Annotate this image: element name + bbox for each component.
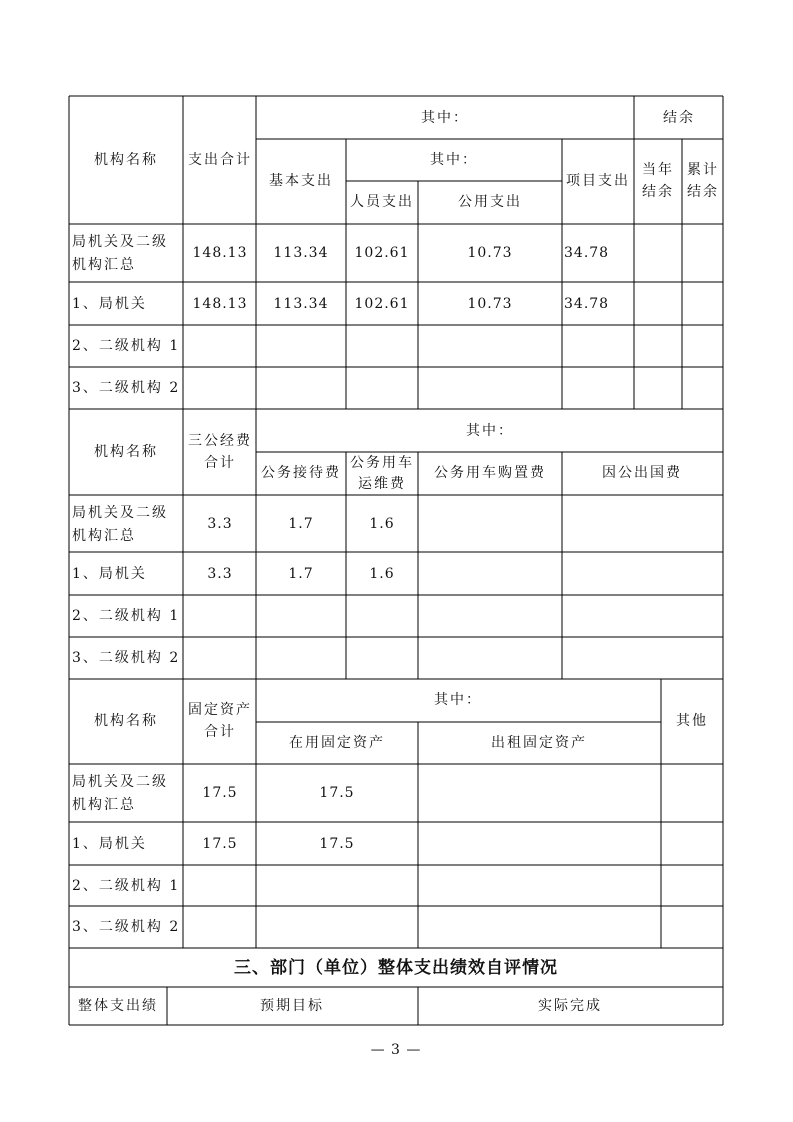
t2-header-org-name: 机构名称: [94, 444, 158, 460]
t1-header-balance-acc-1: 累计: [687, 162, 719, 178]
t1-header-total: 支出合计: [188, 152, 252, 168]
section3-col-expected: 预期目标: [260, 998, 324, 1014]
t1-row1-total: 148.13: [192, 245, 248, 261]
t1-row1-public: 10.73: [467, 245, 513, 261]
t3-header-org-name: 机构名称: [94, 713, 158, 729]
t2-header-total-line1: 三公经费: [188, 433, 252, 449]
t1-row2-name: 1、局机关: [72, 296, 147, 312]
t2-row1-name-line1: 局机关及二级: [72, 505, 168, 521]
t2-row2-total: 3.3: [207, 566, 233, 582]
t3-header-other: 其他: [676, 713, 708, 729]
t2-row1-vehicle-ops: 1.6: [369, 516, 395, 532]
t1-header-basic-sub: 其中：: [430, 152, 478, 168]
t1-row1-personnel: 102.61: [354, 245, 410, 261]
t3-header-group: 其中：: [434, 692, 482, 708]
t3-row1-total: 17.5: [202, 785, 238, 801]
t1-header-project: 项目支出: [566, 173, 630, 189]
t1-header-basic: 基本支出: [269, 173, 333, 189]
t3-header-rented: 出租固定资产: [491, 735, 587, 751]
page-number: — 3 —: [370, 1042, 422, 1058]
t1-row1-basic: 113.34: [273, 245, 329, 261]
section3-heading: 三、部门（单位）整体支出绩效自评情况: [234, 958, 558, 978]
t3-row2-in-use: 17.5: [319, 836, 355, 852]
t2-header-group: 其中：: [466, 423, 514, 439]
t1-row2-project: 34.78: [564, 296, 610, 312]
t1-header-personnel: 人员支出: [350, 194, 414, 210]
t3-row2-name: 1、局机关: [72, 836, 147, 852]
t3-row4-name: 3、二级机构 2: [72, 919, 181, 935]
t2-header-reception: 公务接待费: [261, 465, 341, 481]
t1-row2-total: 148.13: [192, 296, 248, 312]
t2-row2-name: 1、局机关: [72, 566, 147, 582]
t1-header-org-name: 机构名称: [94, 152, 158, 168]
t2-header-vehicle-purchase: 公务用车购置费: [434, 465, 546, 481]
t3-row1-in-use: 17.5: [319, 785, 355, 801]
t2-header-vehicle-ops-line1: 公务用车: [350, 455, 414, 471]
t2-row1-name-line2: 机构汇总: [72, 528, 136, 544]
t1-header-balance: 结余: [663, 110, 695, 126]
t3-header-in-use: 在用固定资产: [289, 735, 385, 751]
t1-row1-name-line1: 局机关及二级: [72, 234, 168, 250]
t2-header-abroad: 因公出国费: [602, 465, 682, 481]
t2-row2-vehicle-ops: 1.6: [369, 566, 395, 582]
t1-row3-name: 2、二级机构 1: [72, 338, 181, 354]
section3-col-overall: 整体支出绩: [78, 998, 158, 1014]
t1-header-group: 其中：: [421, 110, 469, 126]
t1-row1-project: 34.78: [564, 245, 610, 261]
t1-row2-basic: 113.34: [273, 296, 329, 312]
t3-header-total-line1: 固定资产: [188, 702, 252, 718]
section3-col-actual: 实际完成: [538, 998, 602, 1014]
t2-row3-name: 2、二级机构 1: [72, 608, 181, 624]
t1-row1-name-line2: 机构汇总: [72, 257, 136, 273]
t3-row1-name-line2: 机构汇总: [72, 797, 136, 813]
t1-row2-personnel: 102.61: [354, 296, 410, 312]
t3-row3-name: 2、二级机构 1: [72, 878, 181, 894]
t2-row1-reception: 1.7: [288, 516, 314, 532]
t1-row4-name: 3、二级机构 2: [72, 380, 181, 396]
t1-header-balance-acc-2: 结余: [687, 184, 719, 200]
t2-header-vehicle-ops-line2: 运维费: [358, 476, 406, 492]
t2-header-total-line2: 合计: [204, 455, 236, 471]
t1-header-public: 公用支出: [458, 194, 522, 210]
t2-row1-total: 3.3: [207, 516, 233, 532]
t2-row2-reception: 1.7: [288, 566, 314, 582]
t1-row2-public: 10.73: [467, 296, 513, 312]
t2-row4-name: 3、二级机构 2: [72, 650, 181, 666]
t3-row1-name-line1: 局机关及二级: [72, 774, 168, 790]
t1-header-balance-year-1: 当年: [642, 162, 674, 178]
t3-row2-total: 17.5: [202, 836, 238, 852]
t1-header-balance-year-2: 结余: [642, 184, 674, 200]
t3-header-total-line2: 合计: [204, 724, 236, 740]
